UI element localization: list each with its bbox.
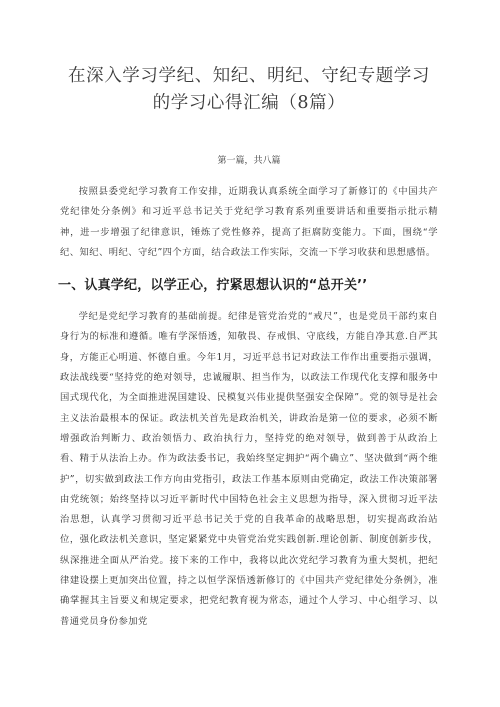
section-heading: 一、认真学纪，以学正心，拧紧思想认识的“总开关’’ <box>58 278 368 294</box>
section-label: 第一篇，共八篇 <box>217 156 281 166</box>
document-title: 在深入学习学纪、知纪、明纪、守纪专题学习的学习心得汇编（8篇） <box>68 66 430 113</box>
body-paragraph: 学纪是党纪学习教育的基础前提。纪律是管党治党的“戒尺”，也是党员干部约束自身行为的标准和遵循。唯有学深悟透，知敬畏、存戒惧、守底线，方能自净其意.自严其身，方能正心明道、怀德自重。今年1月，习近平总书记对政法工作作出重要指示强调，政法战线要“坚持党的绝对领导，忠诚履职、担当作为，以政法工作现代化支撑和服务中国式现代化，为全面推进滉国建设、民模复兴伟业提供坚强安全保障”。党的领导是社会主义法治最根本的保证。政法机关首先是政治机关，讲政治是第一位的要求，必须不断增强政治判断力、政治领悟力、政治执行力，坚持党的绝对领导，做到善于从政治上看、精于从法治上办。作为政法委书记，我始终坚定拥护“两个确立”、坚决做到“两个维护”，切实做到政法工作方向由党指引，政法工作基本原则由党确定，政法工作决策部署由党统领；始终坚持以习近平新时代中国特色社会主义思想为指导，深入贯彻习近平法治思想，认真学习贯彻习近平总书记关于党的自我革命的战略思想，切实提高政治站位，强化政法机关意识，坚定紧紧党中央管党治党实践创新.理论创新、制度创新步伐，纵深推进全面从严治党。接下来的工作中，我将以此次党纪学习教育为重大契机，把纪律建设摆上更加突出位置，持之以恒学深悟透新修订的《中国共产党纪律处分条例》，准确掌握其主旨要义和规定要求，把党纪教育视为常态，通过个人学习、中心组学习、以普通党员身份参加党 <box>60 311 438 627</box>
intro-paragraph: 按照县委党纪学习教育工作安排，近期我认真系统全面学习了新修订的《中国共产党纪律处分条例》和习近平总书记关于党纪学习教育系列重要讲话和重要指示批示精神，进一步增强了纪律意识，锤炼了党性修养，提高了拒腐防变能力。下面，围绕“学纪、知纪、明纪、守纪”四个方面，结合政法工作实际，交流一下学习收获和思想感悟。 <box>60 186 438 258</box>
